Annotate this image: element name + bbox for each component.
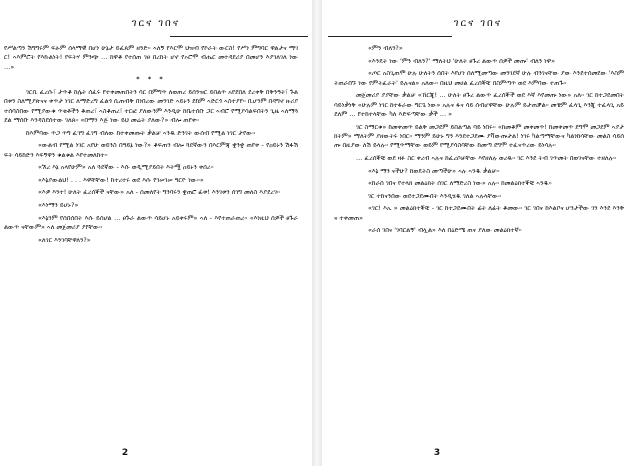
paragraph: መጀመሪያ ያያቸው ቃልቻ «ኸርጂ! … ሁለት ፀጉረ ልውጥ ፈረሰኞች ወደ እኛ እየመጡ ነው» አለ። ገር ከተጋደመበት ሳይነቃነቅ «ሁሉም ነገር ከተፋራው ግርጌ ነው» አሉና ፋና ሳይ ሰብሆዋቸው ሁሉም ይታጠቓል። መቼም ፈላጊ እንጂ ተፈላጊ አይደለም … የተከተላቸው ካለ እድፍጣቸው ቃች … » [334, 91, 624, 118]
right-page [322, 0, 634, 466]
paragraph: የሥልጣን ሽግግሩም ፍፁም ሰላማዊ በሆነ ሁኔታ ይፈጸም ዘንድ። ኣለኝ የእርሞ ህዝብ የኮራት ውርስ! የሥነ ምግባር ዋልታና ማገር! ኣእምሮት የእኩልነት! የፍትሃ ምንጭ … ከዋቆ የተሰጠ ገፀ በረከት ሆኖ የኦሮሞ ብሔር መተዳደሪያ በመሆን እያገለገለ ነው …» [4, 44, 298, 71]
dialogue-line: «እዎ እንተ! ሁለት ፈረሰኞች ናቸው» አለ - ሰመለየት ግንባሩን ቋጠሮ ፊቱ! እንገቱን ሰገግ መለስ እያደረገ። [38, 188, 280, 197]
dialogue-line: «እንዴት ነው 'ምን ብለን?' ማለትህ 'ሁለት ፀጉረ ልውጥ ሰዎች መጡ' ብለን ነዋ» [368, 56, 555, 65]
header-rule [328, 36, 452, 37]
dialogue-line: «ለገር እንገባቸዋለን?» [38, 235, 91, 244]
section-separator: * * * [136, 75, 166, 84]
dialogue-line: «ራሰ ገበና 'ገባርልኝ' ብሏል» እለ በዕድሜ ጠና ያለው መልዕክተኛ። [368, 226, 522, 235]
book-gutter [312, 0, 322, 466]
dialogue-line: «እኔያውልህ! . . . እዋቸቸው! ከተረተሩ ወደ እሱ የገሠገሠ ዓርዮ ነው።» [38, 175, 204, 184]
page-number: 2 [121, 448, 129, 458]
running-header: ገርና ገበና [131, 18, 181, 29]
paragraph: ከእምባው ጥጋ ጥግ ፈገግ ፈገግ ብለው ከተቀመጡት ቃልቻ ኣንዱ ድንገት ውሰብ የሚል ነገር ታየው። [26, 128, 256, 137]
header-rule [170, 36, 308, 37]
dialogue-line: «ምን ብለን?» [368, 44, 403, 52]
dialogue-line: ገር ተከናንበው ወደተጋደሙበት እንዲሄዱ ገለል ኣሉላቸው። [368, 191, 502, 200]
dialogue-line: «ኧረ እኔ አላየሁም» አለ ጓደኛው - እሱ ወዲሚያይበት እትሟ ዐይኑን ቀሰረ። [38, 163, 214, 172]
dialogue-line: «እኔንም የሰበሰበት እሱ ይሰሆል … ፀጉራ ልውጥ ሳይሆኑ አይቀሩም» ኣለ - እየተጠራጠረ። «እነዚህ ሰዎች ፀጉራ ልውጥ ናቸውም» ኣለ መጀመሪያ ያየቸው። [4, 213, 298, 231]
dialogue-line: «ከራሰ ገበና የተላክ መልዕክት ሰገር ለማድረስ ነው» አሉ። ከመልዕክተኞቹ ኣንዱ። [368, 179, 552, 188]
dialogue-line: «ገር! እኡ » መልዕክተኞቹ - ገር ከተጋደሙበት ፊት ለፊት ቆመው። ገር ገበና ከእልቦና ሆንታችው ገን እንደ እንቅና ተቀመጠ» [334, 204, 624, 222]
paragraph: ገርቢ ፈረሱ፣ ታጥቆ ከሌት ሰፈሩ የተቀመጠበትን ሳር በምግጥ ለወጠረ ይሰንዝር ይበልጥ አየደበለ ደረቀቅ በቅንዓት፣ ጉልበቱን ስለሚያጽናና ቀጥታ ነገር ለማድረግ ፈልጎ ሲጠብቅ በነበረው መንገድ ኣይኑን ደከም ኣድርጎ ኣስተያየ። ቢሆንም በዳግኖ ዙሪያ ተሰባስበው የሚያውቁ ጥቂቶችን ቆጠረ፣ ኣስቆጠረ፣ ተርፎ ያለውንም እንዲሁ ከቤተሰቡ ጋር ኣብሮ የሚያሳልፍበትን ጊዜ ኣለማጓደል ማሰቡ እንዳስደሰተው ገለጸ። «በማን እጅ ነው ይህ መሬት ያለው?» ብሎ ጠየቀ። [4, 87, 298, 125]
page-number: 3 [433, 448, 441, 458]
dialogue-line: «ውልብ የሚል ነገር አየሁ ወይንስ በዓይኔ ነው?» ቆፍጠን ብሎ ጓደኛውን በእርምጃ ቋንቋ ጠየቀ - የዐይኑን ሽፋሽፍት ሳይከድን እፍኝዋን ቁልቁል እየተመለከተ። [4, 141, 298, 159]
dialogue-line: «ጦር አስጊጠሞ ሁሉ ሁለትን ሰበት እየሆነ ሰለሚመጣው መንገደኛ ሁሉ ብንገናቸው ያው እንደተሰመደው 'እስምትጠራበኙ ነው የምትፈራት' ይሉናል» አለው። በዚህ መሀል ፈረሰኞቹ በስምጣጥ ወደ እምባው ተጠጉ። [334, 69, 624, 87]
dialogue-line: «እኔ ማን ናችሁ? ከወዴትስ መጣችሁ» ኣሉ ኣንዱ ቃልቻ። [368, 166, 500, 175]
page-body [4, 44, 298, 440]
paragraph: … ፈረሰኞቹ ወደ ዛፉ ስር ቀረብ ኣሉና ከፈረሶቻቸው እየዘለሉ ወረዱ። ገር እንደ ትብ ገጥመት በወገናቸው ተዘለሉ። [356, 154, 617, 162]
dialogue-line: «እነማን ይሆኑ?» [38, 201, 79, 209]
page-body [334, 44, 624, 440]
paragraph: ገር ስማርቁ» ከመቀመጥ ይልቅ መጋደም ይበልጣል ባይ ነበሩ። «ከመቆም መቀመጥ! ከመቀመጥ ደግሞ መጋደም ኣያታክትም» ማለትም ያዘውትሩ ነበር። ማንም ይሁኑ ግን እንደተጋደሙ ያቫውጡታል! ነገሩ ካልጣማቸውና ካልነከሳቸው መልስ ሳይሰጡ በዚያው ለሽ ይላሉ። የሚጥማቸው ወይም የሚያሳስባቸው ከመጣ ደግሞ ተፈናጥረው ይነሳሉ። [334, 122, 624, 150]
left-page [0, 0, 312, 466]
running-header: ገርና ገበና [453, 18, 503, 29]
